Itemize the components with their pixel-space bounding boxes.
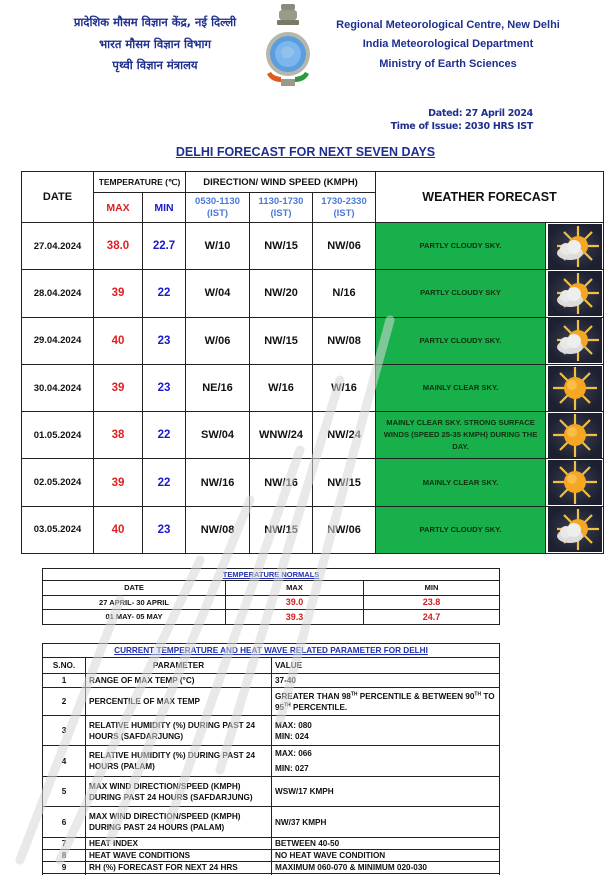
forecast-date: 02.05.2024 — [22, 459, 94, 506]
wind-morning: W/06 — [186, 317, 250, 364]
value: BETWEEN 40-50 — [272, 838, 500, 850]
value: MAX: 066 MIN: 027 — [272, 746, 500, 777]
normals-title: TEMPERATURE NORMALS — [43, 569, 500, 581]
forecast-max-temp: 40 — [94, 317, 143, 364]
wind-morning: W/10 — [186, 223, 250, 270]
value: 37-40 — [272, 674, 500, 688]
table-row — [43, 716, 500, 746]
imd-emblem-icon — [263, 2, 313, 90]
parameter: MAX WIND DIRECTION/SPEED (KMPH) DURING PAST 24 HOURS (PALAM) — [86, 807, 272, 838]
table-row — [43, 674, 500, 688]
weather-forecast-text: PARTLY CLOUDY SKY. — [376, 317, 546, 364]
wind-afternoon: NW/15 — [250, 223, 313, 270]
forecast-date: 28.04.2024 — [22, 270, 94, 317]
table-row — [43, 688, 500, 716]
normals-date: 01 MAY- 05 MAY — [43, 610, 226, 625]
min-header: MIN — [143, 193, 186, 223]
forecast-min-temp: 23 — [143, 317, 186, 364]
forecast-row — [22, 506, 604, 553]
wind-afternoon: NW/15 — [250, 317, 313, 364]
wind-evening: NW/24 — [313, 412, 376, 459]
sno: 2 — [43, 688, 86, 716]
heatwave-title: CURRENT TEMPERATURE AND HEAT WAVE RELATED PARAMETER FOR DELHI — [43, 644, 500, 658]
wind-morning: W/04 — [186, 270, 250, 317]
english-title-line-3: Ministry of Earth Sciences — [379, 58, 517, 70]
table-row — [43, 777, 500, 807]
forecast-max-temp: 38.0 — [94, 223, 143, 270]
forecast-max-temp: 38 — [94, 412, 143, 459]
normals-date: 27 APRIL- 30 APRIL — [43, 595, 226, 610]
weather-icon-cell — [546, 317, 604, 364]
sno: 7 — [43, 838, 86, 850]
forecast-row — [22, 459, 604, 506]
wind-header: DIRECTION/ WIND SPEED (KMPH) — [186, 172, 376, 193]
forecast-min-temp: 22.7 — [143, 223, 186, 270]
forecast-row — [22, 364, 604, 411]
dated-label: Dated: 27 April 2024 — [428, 108, 533, 119]
parameter: MAX WIND DIRECTION/SPEED (KMPH) DURING PAST 24 HOURS (SAFDARJUNG) — [86, 777, 272, 807]
forecast-max-temp: 39 — [94, 364, 143, 411]
slot-header-afternoon: 1130-1730 (IST) — [250, 193, 313, 223]
sno: 1 — [43, 674, 86, 688]
normals-date-header: DATE — [43, 581, 226, 596]
parameter: RH (%) FORECAST FOR NEXT 24 HRS — [86, 862, 272, 874]
forecast-date: 30.04.2024 — [22, 364, 94, 411]
forecast-min-temp: 22 — [143, 459, 186, 506]
value: NW/37 KMPH — [272, 807, 500, 838]
sno: 3 — [43, 716, 86, 746]
normals-max-header: MAX — [226, 581, 364, 596]
forecast-title: DELHI FORECAST FOR NEXT SEVEN DAYS — [175, 145, 436, 159]
parameter: RANGE OF MAX TEMP (°C) — [86, 674, 272, 688]
partly-cloudy-icon — [548, 318, 602, 363]
forecast-row — [22, 270, 604, 317]
value: NO HEAT WAVE CONDITION — [272, 850, 500, 862]
parameter: PERCENTILE OF MAX TEMP — [86, 688, 272, 716]
english-title-line-1: Regional Meteorological Centre, New Delhi — [336, 19, 560, 31]
normals-min: 24.7 — [364, 610, 500, 625]
sunny-icon — [548, 460, 602, 505]
value: MAX: 080 MIN: 024 — [272, 716, 500, 746]
forecast-date: 29.04.2024 — [22, 317, 94, 364]
parameter-header: PARAMETER — [86, 658, 272, 674]
english-title-line-2: India Meteorological Department — [362, 38, 534, 50]
forecast-max-temp: 39 — [94, 270, 143, 317]
sno: 5 — [43, 777, 86, 807]
wind-afternoon: NW/15 — [250, 506, 313, 553]
forecast-row — [22, 223, 604, 270]
wind-afternoon: WNW/24 — [250, 412, 313, 459]
hindi-title-line-2: भारत मौसम विज्ञान विभाग — [99, 37, 211, 51]
temperature-header: TEMPERATURE (℃) — [94, 172, 186, 193]
hindi-title-line-3: पृथ्वी विज्ञान मंत्रालय — [112, 58, 198, 72]
value: GREATER THAN 98TH PERCENTILE & BETWEEN 90TH TO 95TH PERCENTILE. — [272, 688, 500, 716]
wind-evening: NW/08 — [313, 317, 376, 364]
weather-forecast-text: MAINLY CLEAR SKY. STRONG SURFACE WINDS (SPEED 25-35 KMPH) DURING THE DAY. — [376, 412, 546, 459]
wind-morning: NW/08 — [186, 506, 250, 553]
wind-evening: N/16 — [313, 270, 376, 317]
partly-cloudy-icon — [548, 271, 602, 316]
table-row — [43, 850, 500, 862]
parameter: RELATIVE HUMIDITY (%) DURING PAST 24 HOURS (PALAM) — [86, 746, 272, 777]
forecast-row — [22, 412, 604, 459]
value: WSW/17 KMPH — [272, 777, 500, 807]
forecast-date: 01.05.2024 — [22, 412, 94, 459]
parameter: HEAT WAVE CONDITIONS — [86, 850, 272, 862]
forecast-min-temp: 22 — [143, 270, 186, 317]
normals-min: 23.8 — [364, 595, 500, 610]
weather-forecast-header: WEATHER FORECAST — [376, 172, 604, 223]
wind-morning: NE/16 — [186, 364, 250, 411]
normals-max: 39.0 — [226, 595, 364, 610]
table-row — [43, 838, 500, 850]
weather-forecast-text: PARTLY CLOUDY SKY. — [376, 506, 546, 553]
partly-cloudy-icon — [548, 507, 602, 552]
table-row — [43, 746, 500, 777]
wind-afternoon: NW/20 — [250, 270, 313, 317]
sno-header: S.NO. — [43, 658, 86, 674]
forecast-row — [22, 317, 604, 364]
date-header: DATE — [22, 172, 94, 223]
wind-evening: NW/06 — [313, 506, 376, 553]
forecast-max-temp: 39 — [94, 459, 143, 506]
sno: 4 — [43, 746, 86, 777]
wind-evening: W/16 — [313, 364, 376, 411]
partly-cloudy-icon — [548, 224, 602, 269]
normals-min-header: MIN — [364, 581, 500, 596]
heatwave-parameters-table — [42, 643, 500, 875]
temperature-normals-table — [42, 568, 500, 625]
weather-forecast-text: MAINLY CLEAR SKY. — [376, 459, 546, 506]
weather-icon-cell — [546, 459, 604, 506]
normals-row — [43, 595, 500, 610]
wind-evening: NW/15 — [313, 459, 376, 506]
weather-icon-cell — [546, 223, 604, 270]
slot-header-morning: 0530-1130 (IST) — [186, 193, 250, 223]
forecast-date: 03.05.2024 — [22, 506, 94, 553]
weather-forecast-text: MAINLY CLEAR SKY. — [376, 364, 546, 411]
normals-row — [43, 610, 500, 625]
table-row — [43, 807, 500, 838]
sno: 6 — [43, 807, 86, 838]
weather-icon-cell — [546, 270, 604, 317]
value-header: VALUE — [272, 658, 500, 674]
weather-icon-cell — [546, 412, 604, 459]
forecast-table — [21, 171, 604, 554]
wind-afternoon: W/16 — [250, 364, 313, 411]
parameter: HEAT INDEX — [86, 838, 272, 850]
normals-max: 39.3 — [226, 610, 364, 625]
wind-morning: SW/04 — [186, 412, 250, 459]
wind-evening: NW/06 — [313, 223, 376, 270]
forecast-min-temp: 23 — [143, 506, 186, 553]
forecast-min-temp: 23 — [143, 364, 186, 411]
slot-header-evening: 1730-2330 (IST) — [313, 193, 376, 223]
value: MAXIMUM 060-070 & MINIMUM 020-030 — [272, 862, 500, 874]
sno: 8 — [43, 850, 86, 862]
parameter: RELATIVE HUMIDITY (%) DURING PAST 24 HOURS (SAFDARJUNG) — [86, 716, 272, 746]
wind-morning: NW/16 — [186, 459, 250, 506]
sno: 9 — [43, 862, 86, 874]
sunny-icon — [548, 366, 602, 411]
weather-icon-cell — [546, 364, 604, 411]
forecast-date: 27.04.2024 — [22, 223, 94, 270]
wind-afternoon: NW/16 — [250, 459, 313, 506]
weather-forecast-text: PARTLY CLOUDY SKY. — [376, 223, 546, 270]
weather-icon-cell — [546, 506, 604, 553]
hindi-title-line-1: प्रादेशिक मौसम विज्ञान केंद्र, नई दिल्ली — [73, 15, 237, 29]
forecast-max-temp: 40 — [94, 506, 143, 553]
sunny-icon — [548, 413, 602, 458]
max-header: MAX — [94, 193, 143, 223]
time-of-issue-label: Time of Issue: 2030 HRS IST — [390, 121, 533, 132]
table-row — [43, 862, 500, 874]
forecast-min-temp: 22 — [143, 412, 186, 459]
weather-forecast-text: PARTLY CLOUDY SKY — [376, 270, 546, 317]
